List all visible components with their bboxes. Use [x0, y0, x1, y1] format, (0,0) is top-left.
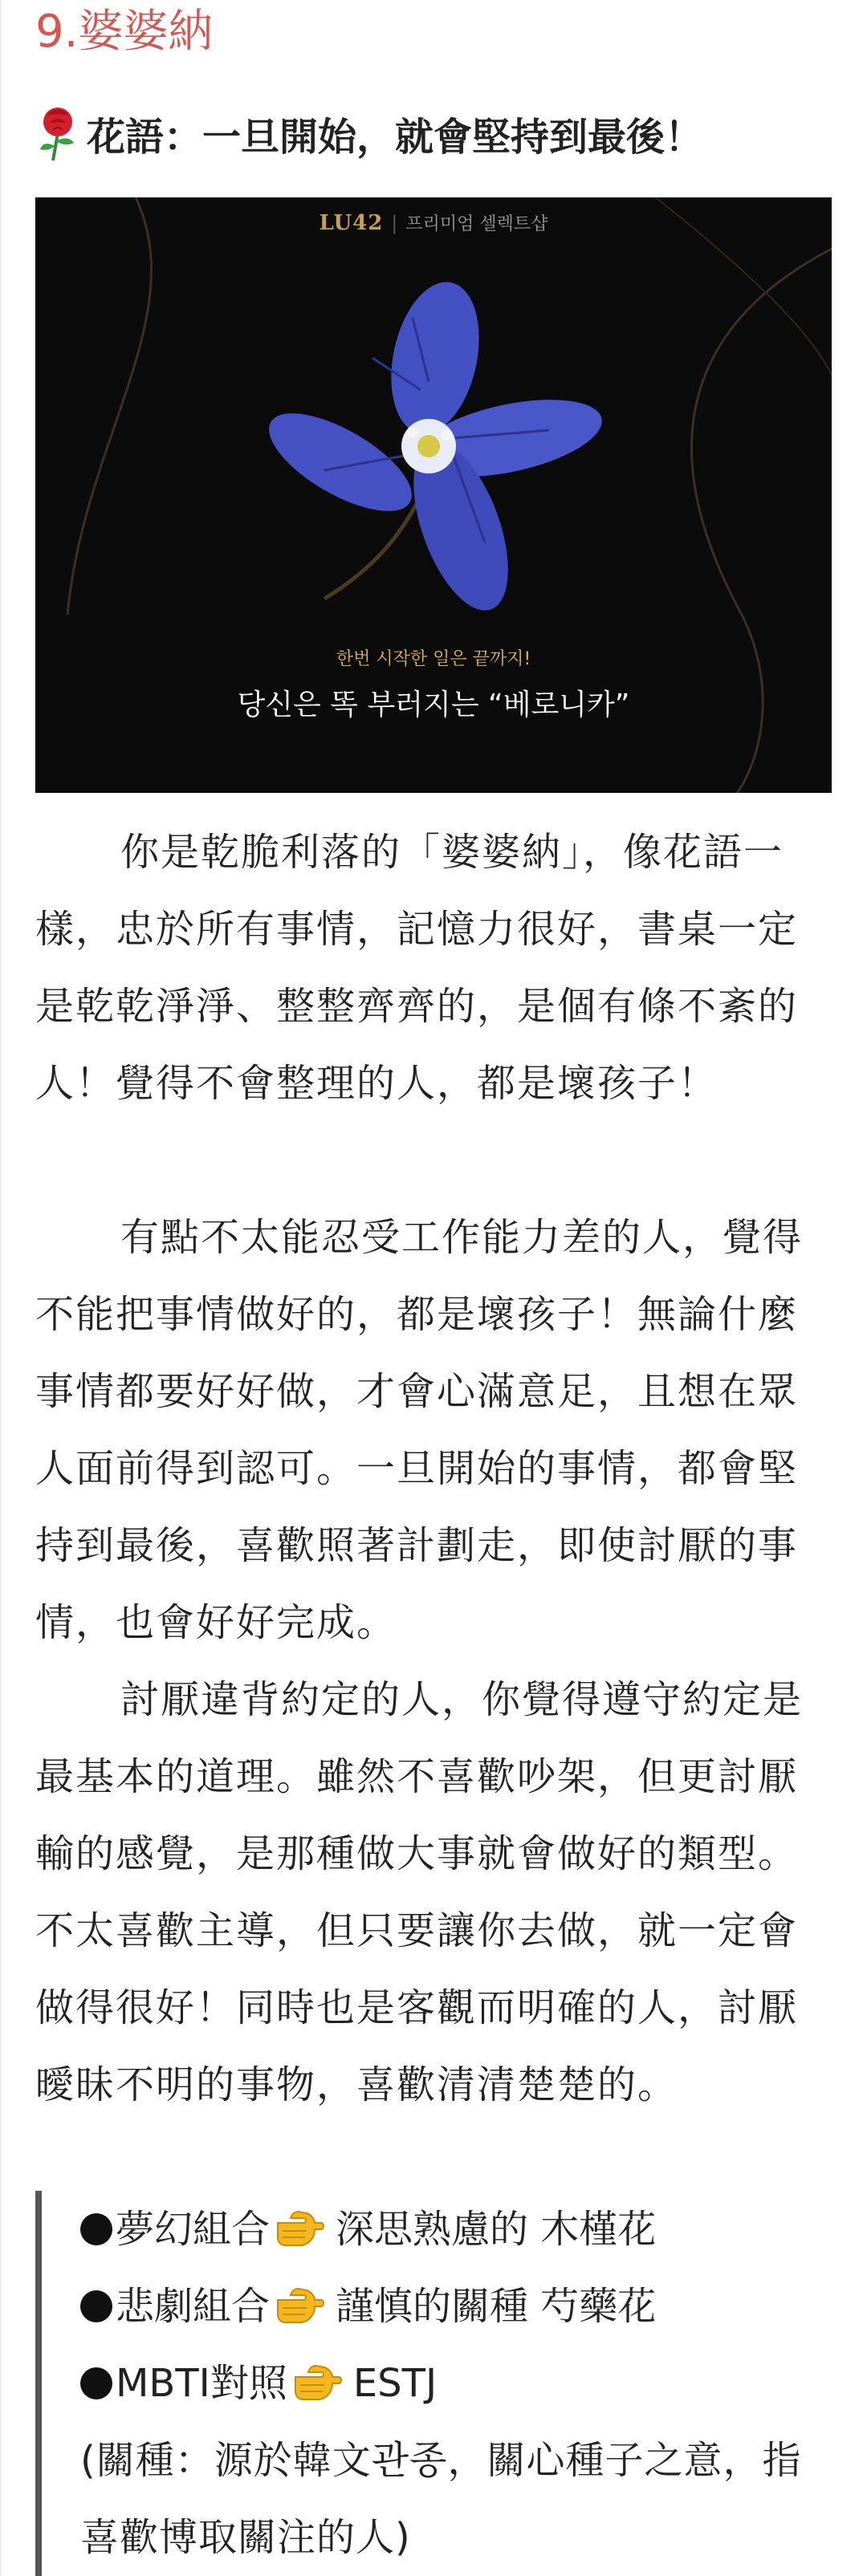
paragraph: 討厭違背約定的人，你覺得遵守約定是最基本的道理。雖然不喜歡吵架，但更討厭輸的感覺，是那種做大事就會做好的類型。不太喜歡主導，但只要讓你去做，就一定會做得很好！同時也是客觀而明確的人，討厭曖昧不明的事物，喜歡清清楚楚的。 — [35, 1677, 804, 2107]
brand-line — [35, 210, 832, 235]
image-caption-small: 한번 시작한 일은 끝까지! — [336, 649, 531, 669]
flower-image — [35, 197, 832, 793]
summary-label: 夢幻組合 — [116, 2207, 271, 2252]
summary-item — [80, 2191, 830, 2268]
summary-item — [80, 2345, 830, 2422]
flower-language-line — [35, 101, 703, 165]
summary-blockquote — [35, 2191, 830, 2576]
brand-separator: | — [391, 212, 398, 234]
paragraph: 你是乾脆利落的「婆婆納」，像花語一樣，忠於所有事情，記憶力很好，書桌一定是乾乾淨淨、整整齊齊的，是個有條不紊的人！覺得不會整理的人，都是壞孩子！ — [35, 830, 799, 1106]
summary-label: 悲劇組合 — [116, 2284, 271, 2329]
bullet-icon — [80, 2213, 112, 2245]
left-divider — [0, 0, 2, 2576]
summary-note: (關種：源於韓文관종，關心種子之意，指喜歡博取關注的人) — [80, 2438, 802, 2560]
summary-value: ESTJ — [352, 2361, 438, 2406]
brand-logo: LU42 — [319, 211, 384, 235]
summary-value: 深思熟慮的 木槿花 — [336, 2207, 657, 2252]
section-heading: 9.婆婆納 — [35, 6, 214, 58]
summary-item — [80, 2268, 830, 2345]
bullet-icon — [80, 2290, 112, 2322]
pointing-right-icon — [275, 2287, 324, 2326]
summary-value: 謹慎的關種 芍藥花 — [336, 2284, 657, 2329]
flower-language-text: 花語：一旦開始，就會堅持到最後！ — [87, 114, 704, 160]
flower-petals — [254, 274, 609, 622]
pointing-right-icon — [275, 2210, 324, 2249]
rose-icon — [35, 104, 80, 162]
pointing-right-icon — [292, 2364, 342, 2403]
summary-label: MBTI對照 — [116, 2361, 287, 2406]
bullet-icon — [80, 2367, 112, 2399]
image-caption-main: 당신은 똑 부러지는 “베로니카” — [237, 689, 630, 721]
paragraph: 有點不太能忍受工作能力差的人，覺得不能把事情做好的，都是壞孩子！無論什麼事情都要好好做，才會心滿意足，且想在眾人面前得到認可。一旦開始的事情，都會堅持到最後，喜歡照著計劃走，即使討厭的事情，也會好好完成。 — [35, 1215, 804, 1645]
brand-subtitle: 프리미엄 셀렉트샵 — [405, 214, 548, 234]
